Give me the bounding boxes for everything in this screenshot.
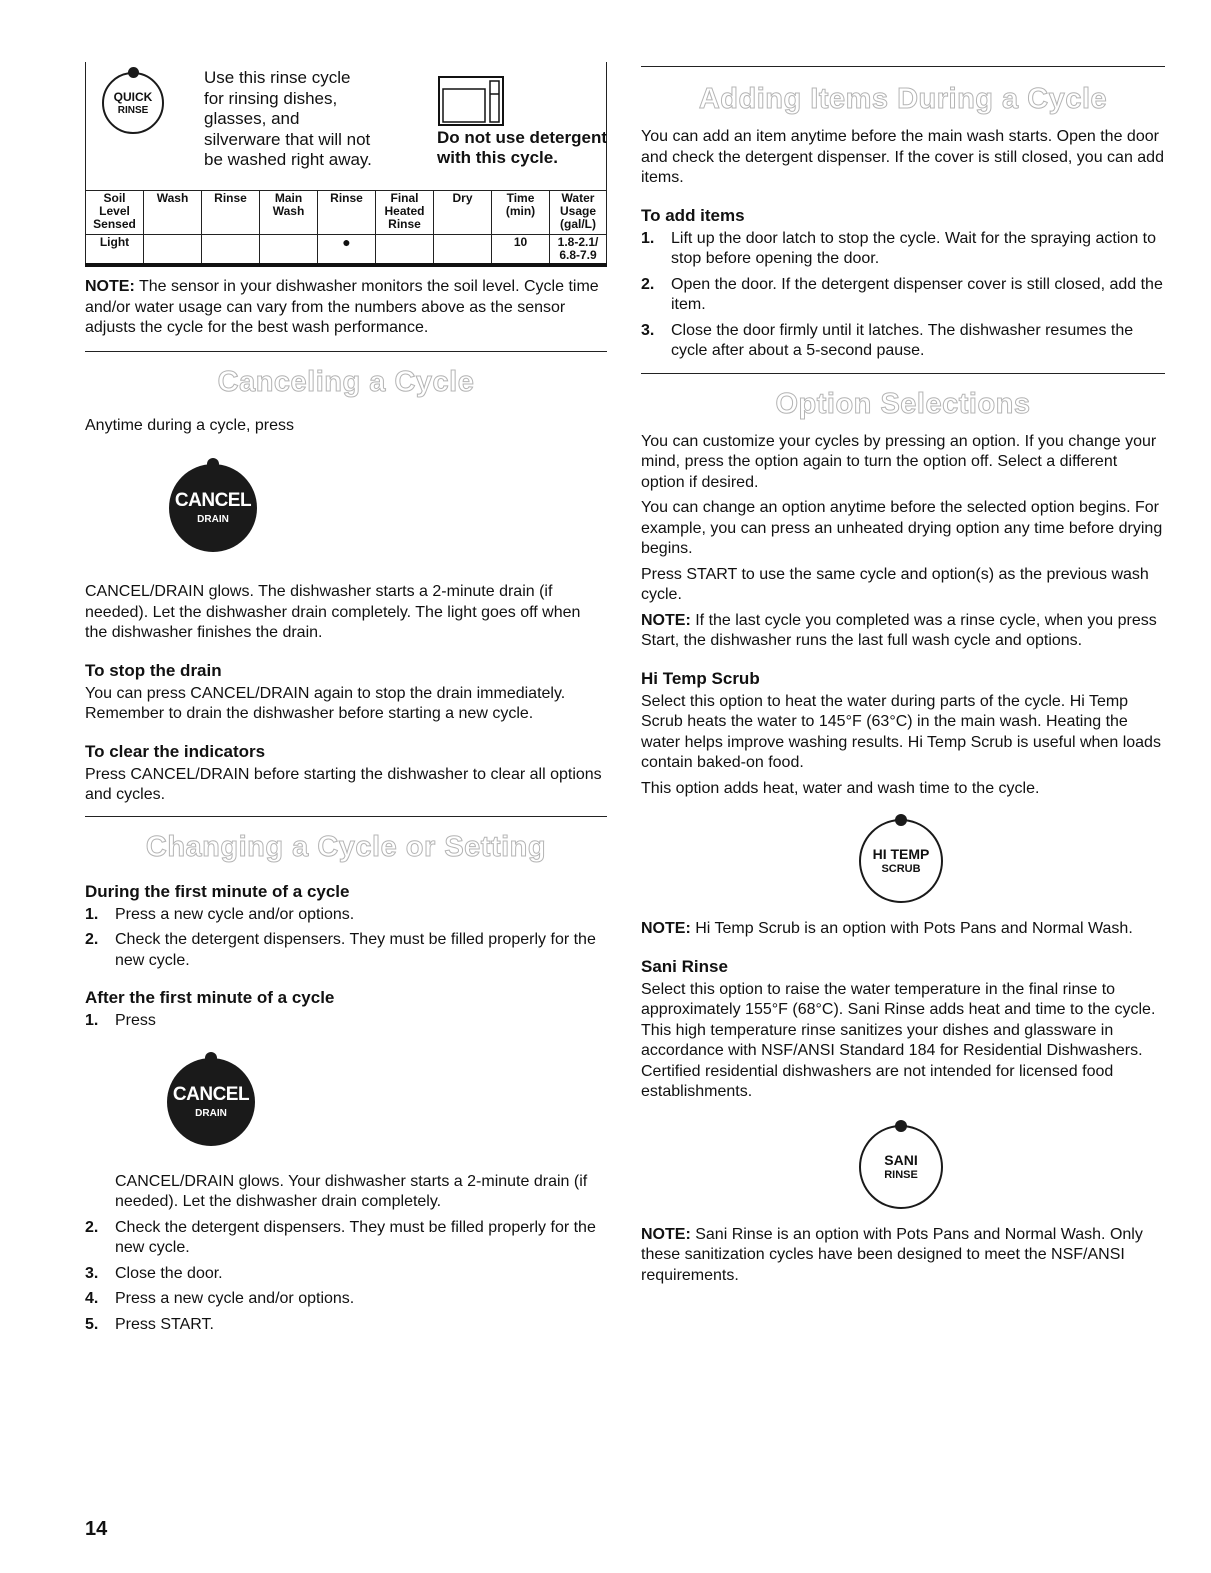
col-rinse: Rinse	[202, 191, 260, 235]
list-item: 2. Open the door. If the detergent dispenser cover is still closed, add the item.	[641, 275, 1163, 313]
table-cell: ●	[318, 235, 376, 266]
col-final-heated-rinse: Final Heated Rinse	[376, 191, 434, 235]
add-items-heading: To add items	[641, 205, 745, 225]
hi-temp-scrub-note	[641, 919, 1165, 940]
cycle-table-header	[86, 191, 607, 235]
table-cell	[434, 235, 492, 266]
sani-rinse-text: Select this option to raise the water temperature in the final rinse to approximately 155°F (68°C). Sani Rinse adds heat and time to the cycle. This high temperature rinse sanitizes your dishes and glassware in accordance with NSF/ANSI Standard 184 for Residential Dishwashers. Certified residential dishwashers are not intended for licensed food establishments.	[641, 980, 1156, 1100]
col-rinse-2: Rinse	[318, 191, 376, 235]
first-minute-heading: During the first minute of a cycle	[85, 881, 350, 901]
list-item: 3. Close the door firmly until it latches. The dishwasher resumes the cycle after about a 5-second pause.	[641, 321, 1134, 359]
sani-rinse-heading: Sani Rinse	[641, 956, 728, 976]
list-item: 1. Press CANCEL DRAIN CANCEL/DRAIN glows. Your dishwasher starts a 2-minute drain (if needed). Let the dishwasher drain completely.	[85, 1011, 607, 1213]
col-main-wash: Main Wash	[260, 191, 318, 235]
first-minute-steps	[85, 905, 607, 972]
quick-rinse-block	[85, 62, 607, 190]
section-divider	[641, 373, 1165, 374]
list-item: 4. Press a new cycle and/or options.	[85, 1290, 355, 1307]
cancel-button-wrap	[169, 464, 607, 552]
list-item: 3. Close the door.	[85, 1264, 223, 1282]
adding-intro: You can add an item anytime before the main wash starts. Open the door and check the detergent dispenser. If the cover is still closed, you can add items.	[641, 128, 1164, 186]
after-first-minute-heading: After the first minute of a cycle	[85, 988, 335, 1007]
detergent-warning: Do not use detergent with this cycle.	[437, 128, 608, 167]
section-divider	[641, 66, 1165, 67]
table-cell	[376, 235, 434, 266]
hi-temp-scrub-heading: Hi Temp Scrub	[641, 668, 760, 688]
col-time: Time (min)	[492, 191, 550, 235]
table-cell: Light	[86, 235, 144, 266]
add-items-steps	[641, 229, 1165, 373]
section-title-adding: Adding Items During a Cycle	[698, 83, 1108, 115]
options-p2: You can change an option anytime before the selected option begins. For example, you can press an unheated drying option any time before drying begins.	[641, 499, 1163, 557]
note-text: The sensor in your dishwasher monitors the soil level. Cycle time and/or water usage can vary from the numbers above as the sensor adjusts the cycle for the best wash performance.	[85, 278, 599, 336]
stop-drain-text: You can press CANCEL/DRAIN again to stop the drain immediately. Remember to drain the dishwasher before starting a new cycle.	[85, 684, 566, 722]
note-label: NOTE:	[641, 611, 691, 629]
col-water-usage: Water Usage (gal/L)	[550, 191, 607, 235]
section-title-options: Option Selections	[775, 387, 1031, 420]
cancel-drain-button-icon: CANCEL DRAIN	[169, 464, 257, 552]
after-first-minute-steps	[85, 1011, 607, 1335]
detergent-dispenser-icon	[438, 76, 504, 126]
right-column	[641, 66, 1165, 1286]
list-item: 2. Check the detergent dispensers. They must be filled properly for the new cycle.	[85, 1218, 596, 1256]
options-note	[641, 611, 1165, 652]
note-label: NOTE:	[641, 1225, 691, 1243]
options-p1: You can customize your cycles by pressing an option. If you change your mind, press the option again to turn the option off. Select a different option if desired.	[641, 432, 1157, 491]
hi-temp-button-wrap	[859, 819, 1165, 903]
sani-button-wrap	[859, 1125, 1165, 1209]
quick-rinse-description: Use this rinse cycle for rinsing dishes, glasses, and silverware that will not be washed right away.	[204, 68, 372, 169]
section-title-changing: Changing a Cycle or Setting	[145, 830, 547, 863]
table-cell	[144, 235, 202, 266]
clear-indicators-heading: To clear the indicators	[85, 741, 266, 761]
list-item: 5. Press START.	[85, 1315, 214, 1333]
col-dry: Dry	[434, 191, 492, 235]
cycle-table	[85, 190, 607, 267]
canceling-intro: Anytime during a cycle, press	[85, 416, 294, 434]
cancel-drain-button-icon: CANCEL DRAIN	[167, 1058, 255, 1146]
section-divider	[85, 351, 607, 352]
page-number: 14	[85, 1518, 108, 1540]
note-label: NOTE:	[641, 920, 691, 937]
col-soil-level: Soil Level Sensed	[86, 191, 144, 235]
clear-indicators-text: Press CANCEL/DRAIN before starting the dishwasher to clear all options and cycles.	[85, 765, 602, 803]
col-wash: Wash	[144, 191, 202, 235]
section-divider	[85, 816, 607, 817]
note-text: If the last cycle you completed was a rinse cycle, when you press Start, the dishwasher runs the last full wash cycle and options.	[641, 611, 1157, 649]
quick-rinse-button-icon: QUICK RINSE	[102, 72, 164, 134]
stop-drain-heading: To stop the drain	[85, 660, 222, 680]
hi-temp-scrub-button-icon: HI TEMP SCRUB	[859, 819, 943, 903]
list-item: 2. Check the detergent dispensers. They must be filled properly for the new cycle.	[85, 931, 596, 969]
note-text: Hi Temp Scrub is an option with Pots Pans and Normal Wash.	[690, 920, 1133, 937]
cancel-button-wrap-2	[167, 1058, 607, 1146]
list-item: 1. Press a new cycle and/or options.	[85, 905, 355, 923]
note-text: Sani Rinse is an option with Pots Pans and Normal Wash. Only these sanitization cycles have been designed to meet the NSF/ANSI requirements.	[641, 1225, 1143, 1284]
table-row	[86, 235, 607, 266]
table-cell: 1.8-2.1/ 6.8-7.9	[550, 235, 607, 266]
table-cell	[202, 235, 260, 266]
section-title-canceling: Canceling a Cycle	[217, 365, 475, 398]
table-cell	[260, 235, 318, 266]
note-label: NOTE:	[85, 278, 135, 295]
canceling-after: CANCEL/DRAIN glows. The dishwasher starts a 2-minute drain (if needed). Let the dishwasher drain completely. The light goes off when the dishwasher finishes the drain.	[85, 583, 581, 641]
table-cell: 10	[492, 235, 550, 266]
sani-rinse-button-icon: SANI RINSE	[859, 1125, 943, 1209]
list-item: 1. Lift up the door latch to stop the cycle. Wait for the spraying action to stop before opening the door.	[641, 229, 1156, 267]
hi-temp-scrub-text-2: This option adds heat, water and wash time to the cycle.	[641, 779, 1040, 797]
hi-temp-scrub-text: Select this option to heat the water during parts of the cycle. Hi Temp Scrub heats the water to 145°F (63°C) in the main wash. Heating the water helps improve washing results. Hi Temp Scrub is useful when loads contain baked-on food.	[641, 692, 1161, 771]
quick-rinse-note	[85, 277, 607, 351]
options-p3: Press START to use the same cycle and option(s) as the previous wash cycle.	[641, 565, 1149, 603]
sani-rinse-note	[641, 1225, 1165, 1287]
left-column	[85, 62, 607, 1340]
